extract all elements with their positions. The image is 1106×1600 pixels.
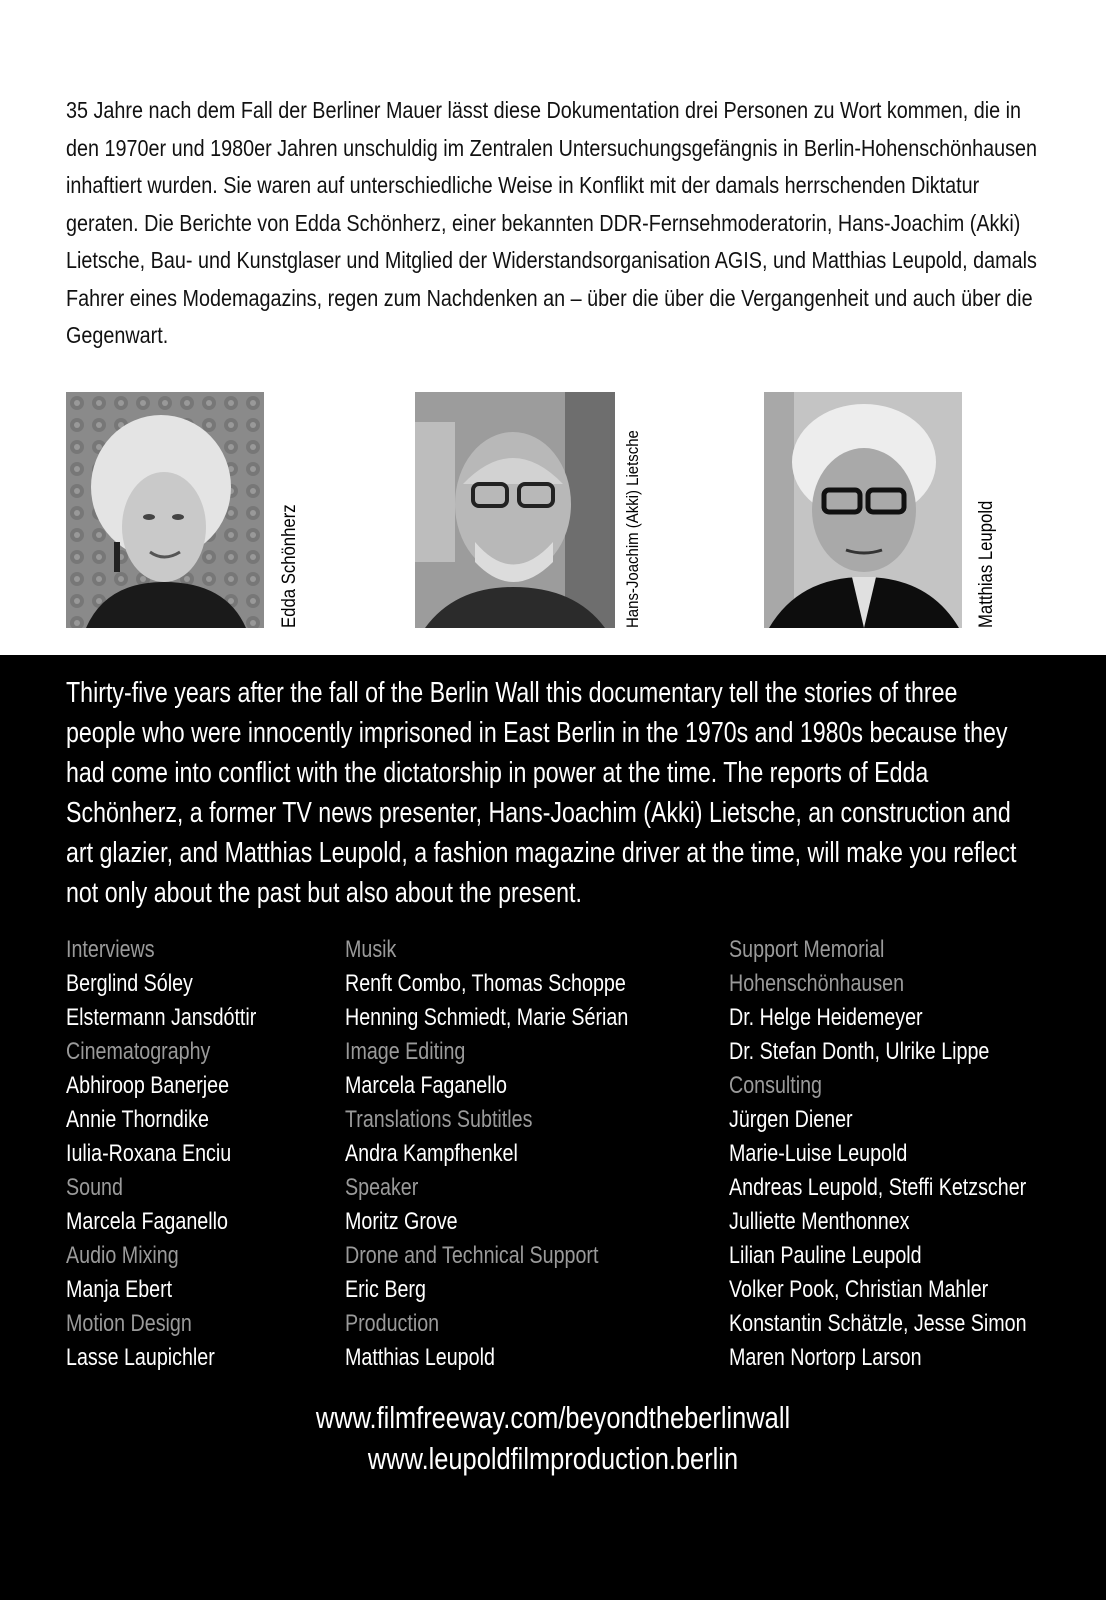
credit-name: Renft Combo, Thomas Schoppe	[345, 970, 626, 997]
credit-role: Consulting	[729, 1072, 822, 1099]
filmfreeway-link[interactable]: www.filmfreeway.com/beyondtheberlinwall	[315, 1400, 791, 1435]
credit-name: Lasse Laupichler	[66, 1344, 215, 1371]
credit-name: Dr. Helge Heidemeyer	[729, 1004, 923, 1031]
caption-edda-schoenherz: Edda Schönherz	[279, 504, 300, 628]
credit-role: Musik	[345, 936, 397, 963]
credits-column-2	[345, 933, 691, 1375]
credit-name: Konstantin Schätzle, Jesse Simon	[729, 1310, 1027, 1337]
credit-name: Jürgen Diener	[729, 1106, 853, 1133]
caption-hans-joachim-lietsche: Hans-Joachim (Akki) Lietsche	[623, 430, 642, 628]
credit-name: Julliette Menthonnex	[729, 1208, 910, 1235]
credit-name: Lilian Pauline Leupold	[729, 1242, 922, 1269]
credit-name: Iulia-Roxana Enciu	[66, 1140, 232, 1167]
credit-name: Andreas Leupold, Steffi Ketzscher	[729, 1174, 1027, 1201]
credit-name: Matthias Leupold	[345, 1344, 495, 1371]
credit-name: Volker Pook, Christian Mahler	[729, 1276, 989, 1303]
credit-name: Marcela Faganello	[345, 1072, 507, 1099]
credit-role: Translations Subtitles	[345, 1106, 533, 1133]
credit-name: Abhiroop Banerjee	[66, 1072, 230, 1099]
credit-name: Maren Nortorp Larson	[729, 1344, 922, 1371]
intro-english: Thirty-five years after the fall of the Berlin Wall this documentary tell the stories of three people who were innocently imprisoned in East Berlin in the 1970s and 1980s because they had come into conflict with the dictatorship in power at the time. The reports of Edda Schönherz, a former TV news presenter, Hans-Joachim (Akki) Lietsche, an construction and art glazier, and Matthias Leupold, a fashion magazine driver at the time, will make you reflect not only about the past but also about the present.	[66, 677, 1017, 909]
credit-name: Henning Schmiedt, Marie Sérian	[345, 1004, 629, 1031]
credit-name: Moritz Grove	[345, 1208, 458, 1235]
credit-role: Hohenschönhausen	[729, 970, 905, 997]
credit-name: Eric Berg	[345, 1276, 426, 1303]
english-credits-section	[0, 655, 1106, 1600]
credit-name: Elstermann Jansdóttir	[66, 1004, 257, 1031]
credit-name: Berglind Sóley	[66, 970, 193, 997]
credit-name: Marcela Faganello	[66, 1208, 228, 1235]
credit-role: Drone and Technical Support	[345, 1242, 599, 1269]
credit-role: Image Editing	[345, 1038, 466, 1065]
intro-german: 35 Jahre nach dem Fall der Berliner Mauer lässt diese Dokumentation drei Personen zu Wort kommen, die in den 1970er und 1980er Jahren unschuldig im Zentralen Untersuchungsgefängnis in Berlin-Hohenschönhausen inhaftiert wurden. Sie waren auf unterschiedliche Weise in Konflikt mit der damals herrschenden Diktatur geraten. Die Berichte von Edda Schönherz, einer bekannten DDR-Fernsehmoderatorin, Hans-Joachim (Akki) Lietsche, Bau- und Kunstglaser und Mitglied der Widerstandsorganisation AGIS, und Matthias Leupold, damals Fahrer eines Modemagazins, regen zum Nachdenken an – über die über die Vergangenheit und auch über die Gegenwart.	[66, 97, 1037, 348]
credit-role: Production	[345, 1310, 440, 1337]
credit-name: Andra Kampfhenkel	[345, 1140, 518, 1167]
portrait-matthias-leupold	[764, 392, 962, 628]
credit-role: Audio Mixing	[66, 1242, 179, 1269]
website-links	[0, 1397, 1106, 1479]
credit-name: Dr. Stefan Donth, Ulrike Lippe	[729, 1038, 990, 1065]
portrait-edda-schoenherz	[66, 392, 264, 628]
credits-column-3	[729, 933, 1092, 1375]
portrait-hans-joachim-lietsche	[415, 392, 615, 628]
credit-role: Speaker	[345, 1174, 419, 1201]
credit-name: Manja Ebert	[66, 1276, 173, 1303]
credit-name: Annie Thorndike	[66, 1106, 209, 1133]
credit-name: Marie-Luise Leupold	[729, 1140, 908, 1167]
caption-matthias-leupold: Matthias Leupold	[976, 500, 997, 628]
credit-role: Support Memorial	[729, 936, 885, 963]
credit-role: Interviews	[66, 936, 155, 963]
credit-role: Sound	[66, 1174, 123, 1201]
production-website-link[interactable]: www.leupoldfilmproduction.berlin	[367, 1441, 739, 1476]
credits-column-1	[66, 933, 298, 1375]
credit-role: Motion Design	[66, 1310, 192, 1337]
credit-role: Cinematography	[66, 1038, 211, 1065]
